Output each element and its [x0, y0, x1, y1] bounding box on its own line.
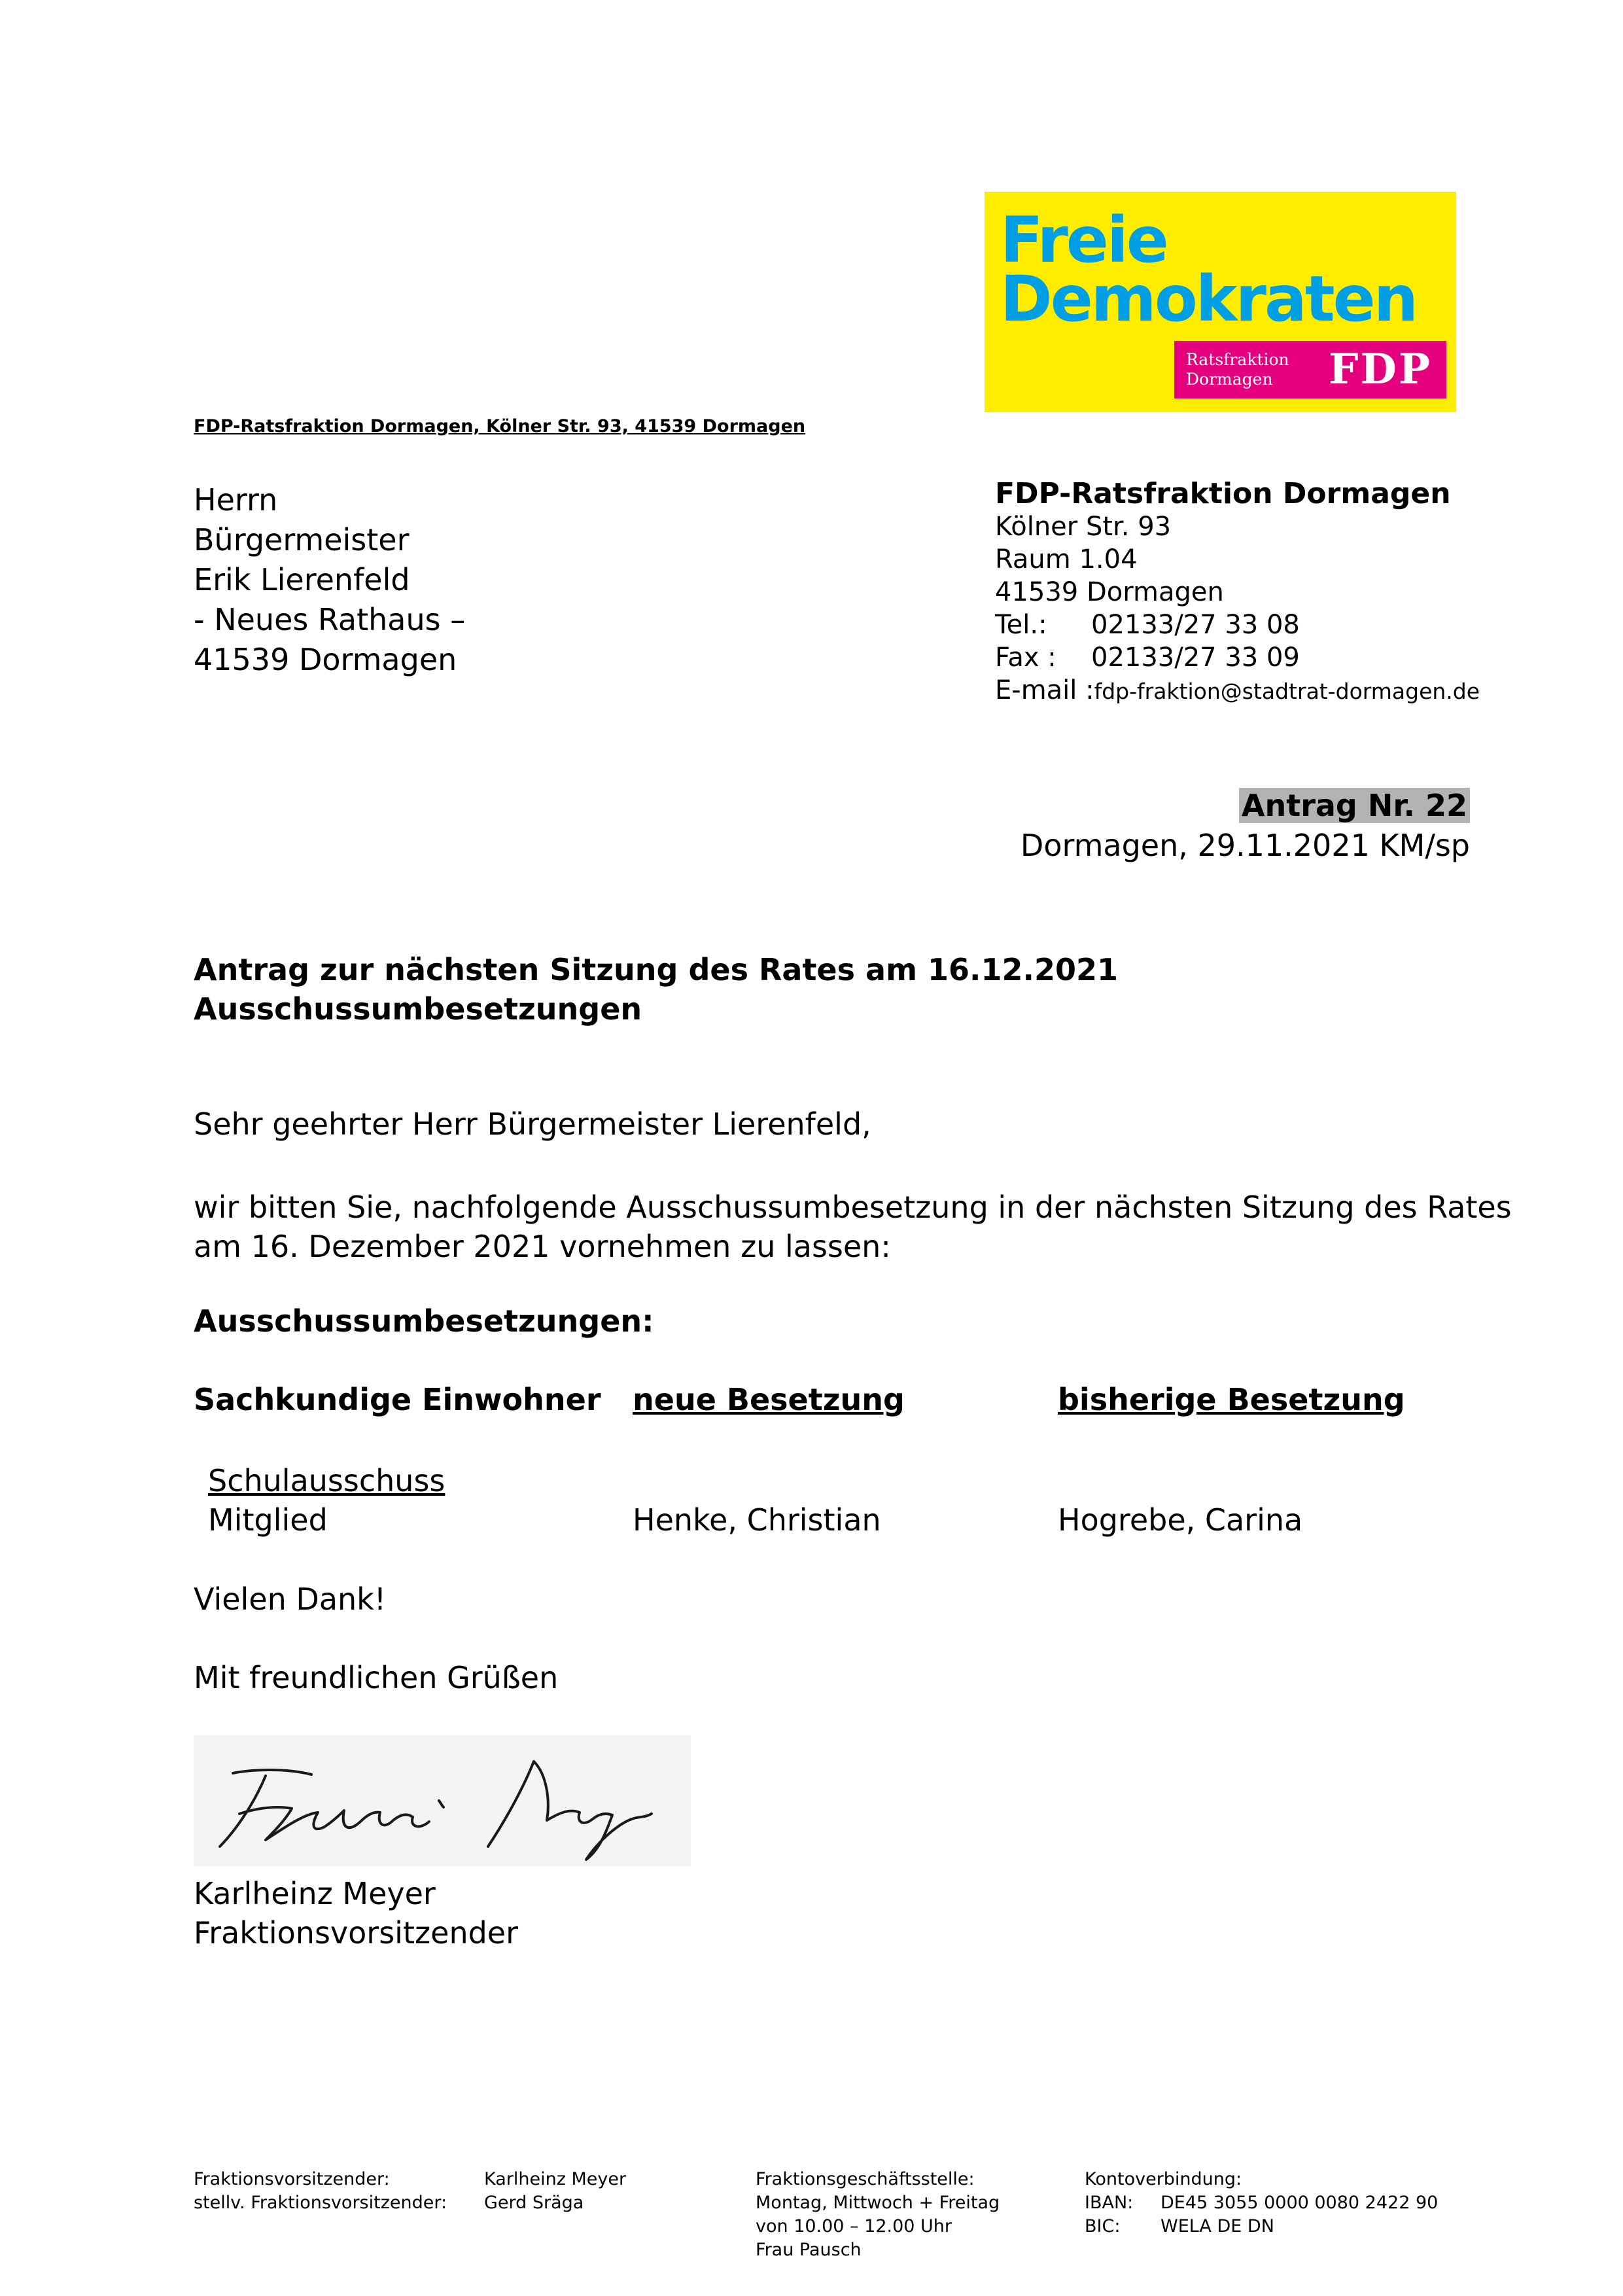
contact-fax-label: Fax : [995, 643, 1056, 673]
footer-text: Kontoverbindung: [1085, 2169, 1242, 2189]
signature-strokes [194, 1735, 691, 1866]
salutation: Sehr geehrter Herr Bürgermeister Lierenfeld, [194, 1106, 871, 1142]
signature-image [194, 1735, 691, 1866]
footer-iban-row [1085, 2191, 1438, 2215]
contact-tel-row [995, 609, 1480, 641]
section-heading: Ausschussumbesetzungen: [194, 1303, 654, 1339]
subject-line: Ausschussumbesetzungen [194, 991, 642, 1027]
recipient-line: Bürgermeister [194, 522, 410, 557]
fdp-logo [985, 192, 1456, 412]
logo-text-demokraten: Demokraten [1000, 262, 1417, 336]
committee-name: Schulausschuss [208, 1463, 445, 1498]
contact-email-row [995, 674, 1480, 708]
footer-text: Montag, Mittwoch + Freitag [756, 2193, 1000, 2213]
antrag-number: Antrag Nr. 22 [1239, 788, 1470, 823]
date-line: Dormagen, 29.11.2021 KM/sp [1020, 828, 1470, 863]
sender-line: FDP-Ratsfraktion Dormagen, Kölner Str. 93, 41539 Dormagen [194, 416, 806, 436]
logo-badge-fdp: FDP [1328, 345, 1432, 394]
subject-line: Antrag zur nächsten Sitzung des Rates am 16.12.2021 [194, 952, 1119, 987]
footer-iban-label: IBAN: [1085, 2193, 1134, 2213]
logo-text-freie: Freie [1000, 203, 1167, 277]
signature-title: Fraktionsvorsitzender [194, 1915, 519, 1951]
table-header-col1: Sachkundige Einwohner [194, 1382, 601, 1417]
table-cell-role: Mitglied [208, 1502, 328, 1538]
footer-text: Frau Pausch [756, 2240, 862, 2260]
recipient-line: Erik Lierenfeld [194, 562, 410, 597]
recipient-address [194, 480, 465, 680]
table-cell-new: Henke, Christian [633, 1502, 881, 1538]
contact-email: fdp-fraktion@stadtrat-dormagen.de [1094, 679, 1480, 704]
footer-bic-row [1085, 2215, 1438, 2238]
footer-text: Fraktionsvorsitzender: [194, 2169, 390, 2189]
footer-text: Gerd Sräga [484, 2193, 584, 2213]
logo-badge-text [1186, 350, 1289, 389]
table-header-col2: neue Besetzung [633, 1382, 905, 1417]
table-cell-old: Hogrebe, Carina [1058, 1502, 1303, 1538]
contact-email-label: E-mail : [995, 675, 1094, 705]
contact-fax: 02133/27 33 09 [1091, 643, 1300, 673]
footer-text: stellv. Fraktionsvorsitzender: [194, 2193, 447, 2213]
contact-block [995, 478, 1480, 708]
recipient-line: Herrn [194, 482, 278, 518]
contact-tel-label: Tel.: [995, 610, 1047, 640]
contact-tel: 02133/27 33 08 [1091, 610, 1300, 640]
footer-col-names [484, 2168, 626, 2215]
footer-text: Fraktionsgeschäftsstelle: [756, 2169, 975, 2189]
thanks: Vielen Dank! [194, 1581, 387, 1617]
footer-bic: WELA DE DN [1161, 2216, 1274, 2236]
logo-badge-line1: Ratsfraktion [1186, 350, 1289, 369]
footer-iban: DE45 3055 0000 0080 2422 90 [1161, 2193, 1439, 2213]
footer-text: Karlheinz Meyer [484, 2169, 627, 2189]
footer-text: von 10.00 – 12.00 Uhr [756, 2216, 952, 2236]
table-header-col3: bisherige Besetzung [1058, 1382, 1405, 1417]
contact-title: FDP-Ratsfraktion Dormagen [995, 477, 1451, 510]
footer-col-office [756, 2168, 1000, 2262]
contact-room: Raum 1.04 [995, 544, 1138, 574]
contact-fax-row [995, 641, 1480, 674]
contact-street: Kölner Str. 93 [995, 512, 1172, 542]
body-text [194, 1188, 1512, 1266]
recipient-line: - Neues Rathaus – [194, 602, 466, 637]
subject [194, 950, 1118, 1029]
footer-col-roles [194, 2168, 447, 2215]
recipient-line: 41539 Dormagen [194, 642, 457, 677]
logo-badge [1174, 341, 1446, 398]
body-line: wir bitten Sie, nachfolgende Ausschussumbesetzung in der nächsten Sitzung des Rates [194, 1190, 1512, 1225]
footer-bic-label: BIC: [1085, 2216, 1121, 2236]
signature-name: Karlheinz Meyer [194, 1876, 436, 1911]
body-line: am 16. Dezember 2021 vornehmen zu lassen: [194, 1229, 891, 1264]
contact-city: 41539 Dormagen [995, 577, 1224, 607]
closing: Mit freundlichen Grüßen [194, 1660, 559, 1695]
logo-badge-line2: Dormagen [1186, 370, 1273, 389]
footer-col-bank [1085, 2168, 1438, 2238]
